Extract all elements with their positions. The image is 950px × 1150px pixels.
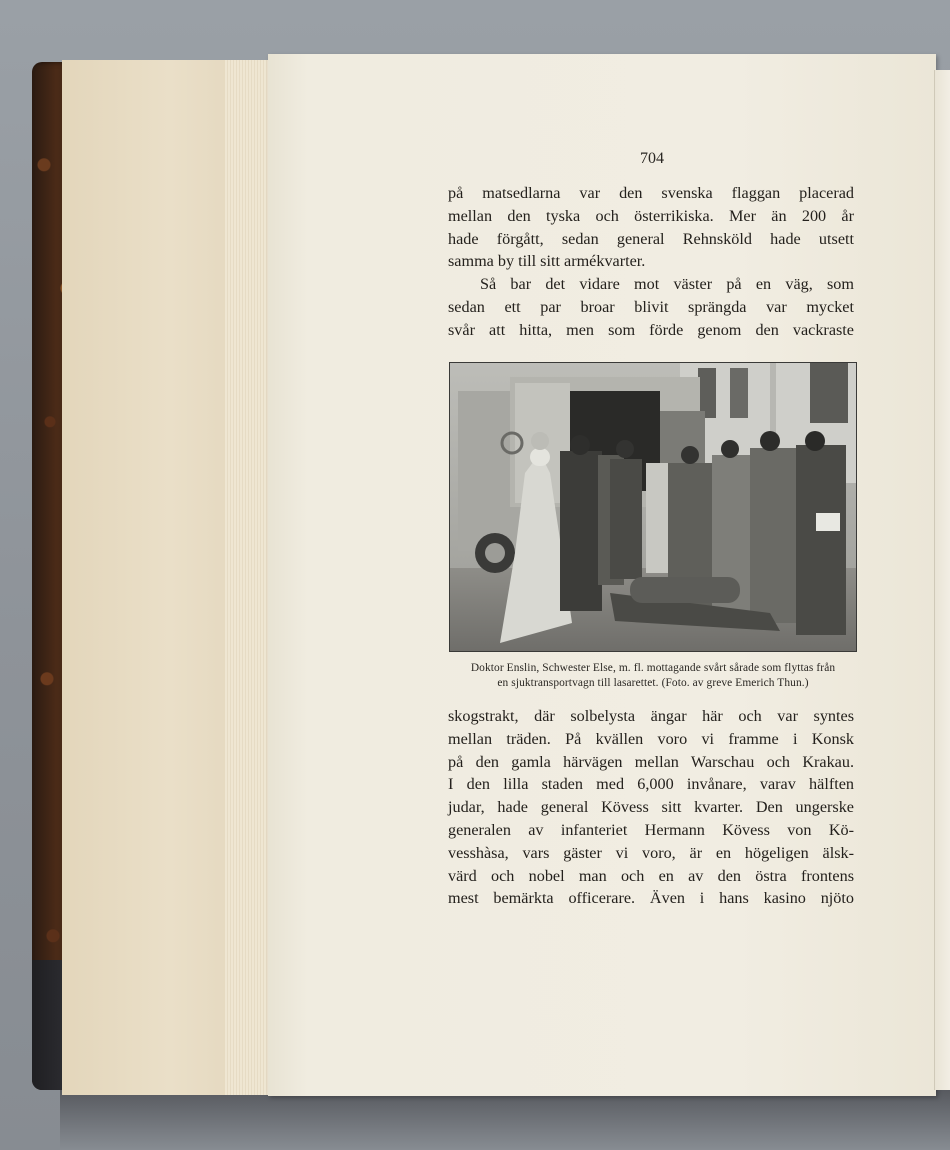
text-line: skogstrakt, där solbelysta ängar här och var syntes [448,707,854,725]
text-line: vesshàsa, vars gäster vi voro, är en högeligen älsk- [448,843,854,862]
left-page-edge [62,60,243,1095]
text-line: sedan ett par broar blivit sprängda var mycket [448,297,854,316]
text-line: generalen av infanteriet Hermann Kövess von Kö- [448,820,854,839]
text-line: judar, hade general Kövess sitt kvarter. Den ungerske [448,798,854,817]
photo-caption [440,661,866,691]
photograph-ambulance-scene [449,362,857,652]
text-line: mellan den tyska och österrikiska. Mer än 200 år [448,206,854,225]
text-line: samma by till sitt armékvarter. [448,252,646,271]
text-line: på den gamla härvägen mellan Warschau och Krakau. [448,752,854,771]
next-page-edge [934,70,950,1090]
text-line: mest bemärkta officerare. Även i hans kasino njöto [448,889,854,908]
caption-line: Doktor Enslin, Schwester Else, m. fl. mottagande svårt sårade som flyttas från [470,662,836,674]
page-number: 704 [640,150,664,167]
text-line: hade förgått, sedan general Rehnsköld hade utsett [448,229,854,248]
text-line: värd och nobel man och en av den östra frontens [448,866,854,885]
text-line: Så bar det vidare mot väster på en väg, som [480,275,854,294]
text-line: svår att hitta, men som förde genom den vackraste [448,320,854,339]
text-line: I den lilla staden med 6,000 invånare, varav hälften [448,775,854,794]
text-line: på matsedlarna var den svenska flaggan placerad [448,184,854,202]
text-line: mellan träden. På kvällen voro vi framme i Konsk [448,729,854,748]
page-stack-fold [225,60,270,1095]
bottom-paragraph [448,705,854,910]
caption-line: en sjuktransportvagn till lasarettet. (Foto. av greve Emerich Thun.) [497,677,809,689]
top-paragraphs [448,182,854,342]
